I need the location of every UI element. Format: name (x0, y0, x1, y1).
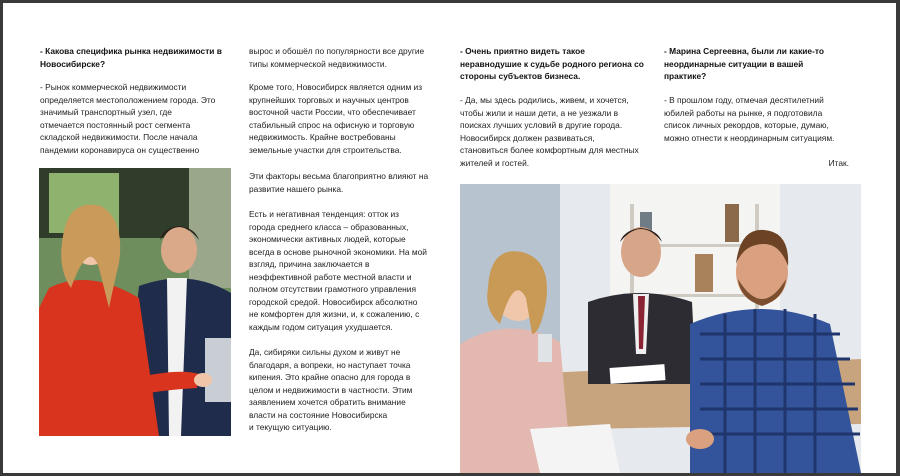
business-couple-illustration (39, 168, 231, 436)
photo-office-meeting (460, 184, 861, 473)
answer-unusual-situations: - В прошлом году, отмечая десятилетний юбилей работы на рынке, я подготовила список личных рекордов, которые, думаю, можно отнести к неординарным ситуациям. (664, 95, 835, 143)
paragraph-novosibirsk-centre: Кроме того, Новосибирск является одним из крупнейших торговых и научных центров восточной части России, что обеспечивает стабильный спрос на офисную и торговую недвижимость. Крайне востребованы земельные участки для строительства. (249, 82, 423, 155)
answer-market-specifics: - Рынок коммерческой недвижимости определяется местоположением города. Это значимый транспортный узел, где отмечается постоянный рост сегмента складской недвижимости. После начала пандемии коронавируса он существенно (40, 82, 216, 155)
photo-business-couple (39, 168, 231, 436)
question-market-specifics: - Какова специфика рынка недвижимости в Новосибирске? (40, 46, 222, 69)
office-meeting-illustration (460, 184, 861, 473)
closing-word: Итак. (828, 158, 849, 168)
question-region-concern: - Очень приятно видеть такое неравнодушие к судьбе родного региона со стороны субъектов бизнеса. (460, 46, 644, 81)
paragraph-siberians-spirit: Да, сибиряки сильны духом и живут не благодаря, а вопреки, но наступает точка кипения. Это крайне опасно для города в целом и недвижимости в частности. Этим заявлением хочется обратить внимание власти на состояние Новосибирска и текущую ситуацию. (249, 347, 413, 432)
paragraph-favourable-factors: Эти факторы весьма благоприятно влияют на развитие нашего рынка. (249, 171, 429, 194)
answer-region-concern: - Да, мы здесь родились, живем, и хочется, чтобы жили и наши дети, а не уезжали в поисках лучших условий в другие города. Новосибирск должен развиваться, становиться более комфортным для местных жителей и гостей. (460, 95, 639, 168)
paragraph-negative-trend: Есть и негативная тенденция: отток из города среднего класса – образованных, экономически активных людей, которые всегда в основе рыночной экономики. На мой взгляд, причина заключается в неэффективной работе местной власти и полном отсутствии грамотного управления городской средой. Новосибирск абсолютно не комфортен для жизни, и, к сожалению, с каждым годом ситуация ухудшается. (249, 209, 427, 332)
question-unusual-situations: - Марина Сергеевна, были ли какие-то неординарные ситуации в вашей практике? (664, 46, 824, 81)
answer-continued-growth: вырос и обошёл по популярности все другие типы коммерческой недвижимости. (249, 46, 425, 69)
magazine-spread (3, 3, 896, 473)
